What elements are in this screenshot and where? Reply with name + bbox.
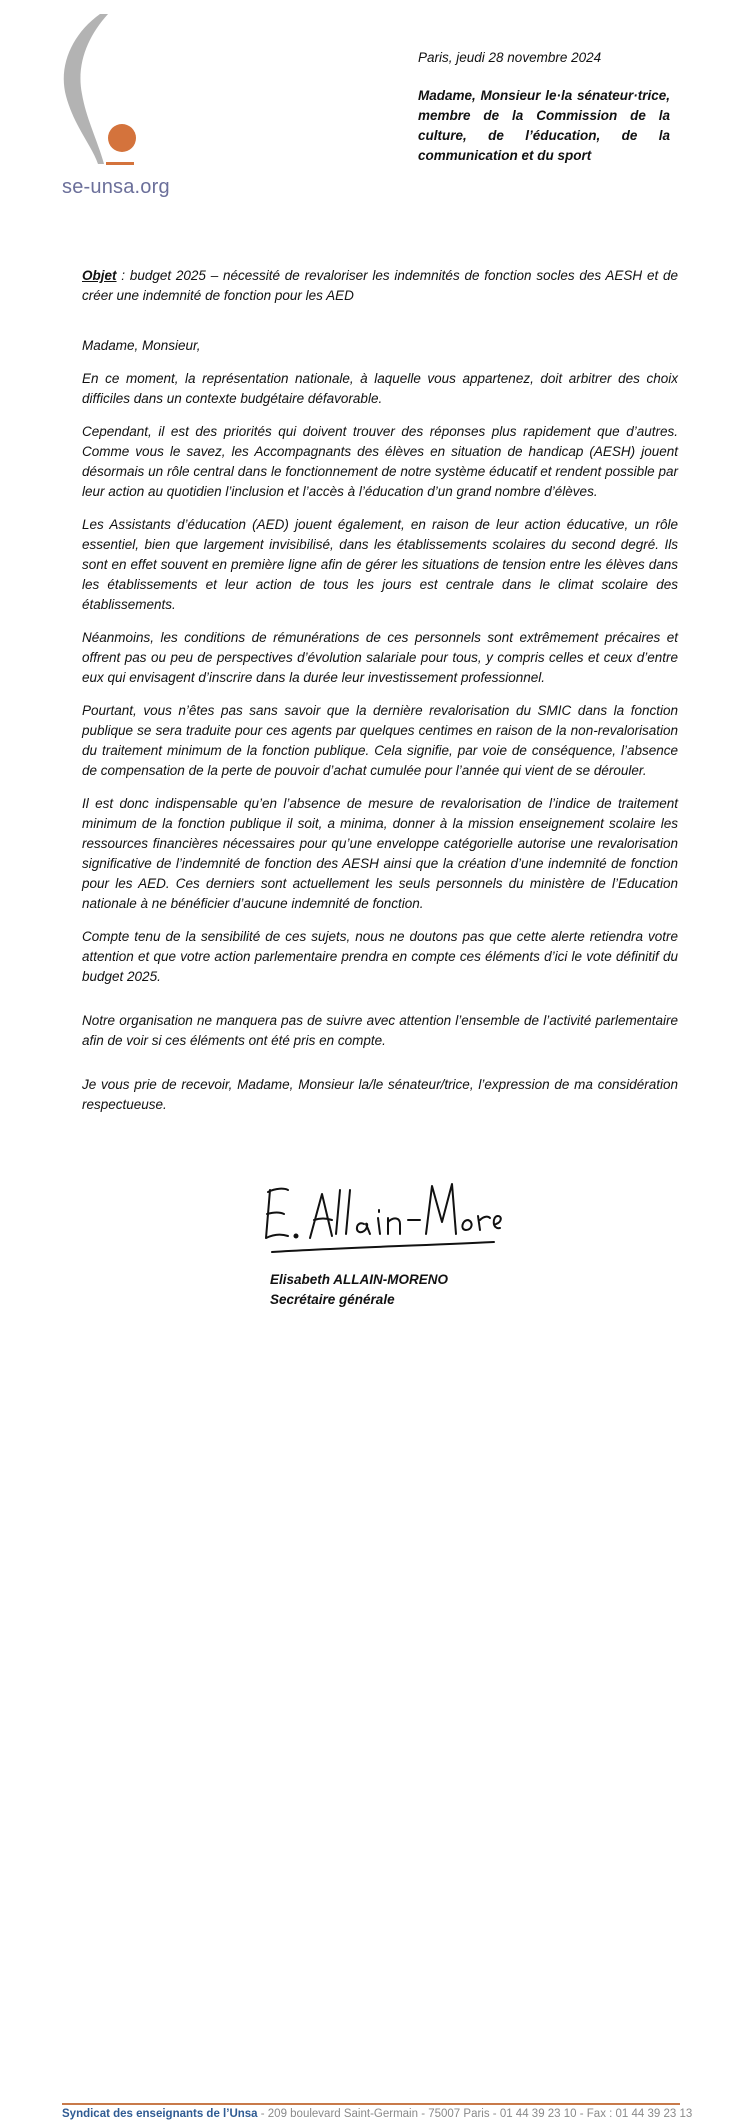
paragraph: Compte tenu de la sensibilité de ces sujets, nous ne doutons pas que cette alerte retiendra votre attention et que votre action parlementaire prendra en compte ces éléments d’ici le vote définitif du budget 2025. (82, 929, 678, 984)
closing-paragraph: Je vous prie de recevoir, Madame, Monsieur la/le sénateur/trice, l’expression de ma considération respectueuse. (82, 1077, 678, 1112)
logo-text: se-unsa.org (62, 176, 170, 198)
paragraph: Les Assistants d’éducation (AED) jouent également, en raison de leur action éducative, un rôle essentiel, bien que largement invisibilisé, dans les établissements scolaires du second degré. Ils sont en effet souvent en première ligne afin de gérer les situations de tension entre les élèves dans les établissements et leur action de tous les jours est centrale dans le climat scolaire des établissements. (82, 517, 678, 612)
salutation: Madame, Monsieur, (82, 338, 201, 353)
paragraph: Il est donc indispensable qu’en l’absence de mesure de revalorisation de l’indice de traitement minimum de la fonction publique il soit, a minima, donner à la mission enseignement scolaire les ressources financières nécessaires pour qu’une enveloppe catégorielle autorise une revalorisation significative de l’indemnité de fonction des AESH ainsi que la création d’une indemnité de fonction pour les AED. Ces derniers sont actuellement les seuls personnels du ministère de l’Education nationale à ne bénéficier d’aucune indemnité de fonction. (82, 796, 678, 911)
footer (62, 2106, 702, 2122)
paragraph: Cependant, il est des priorités qui doivent trouver des réponses plus rapidement que d’autres. Comme vous le savez, les Accompagnants des élèves en situation de handicap (AESH) jouent désormais un rôle central dans le fonctionnement de notre système éducatif et rendent possible par leur action au quotidien l’inclusion et l’accès à l’éducation d’un grand nombre d’élèves. (82, 424, 678, 499)
letter-body (82, 266, 678, 1128)
recipient: Madame, Monsieur le·la sénateur·trice, membre de la Commission de la culture, de l’éducation, de la communication et du sport (418, 88, 670, 163)
subject-line (82, 266, 678, 306)
signatory-block (270, 1270, 570, 1310)
paragraph: Néanmoins, les conditions de rémunérations de ces personnels sont extrêmement précaires et offrent pas ou peu de perspectives d’évolution salariale pour tous, y compris celles et ceux d’entre eux qui envisagent d’inscrire dans la durée leur investissement professionnel. (82, 630, 678, 685)
paragraph: Pourtant, vous n’êtes pas sans savoir que la dernière revalorisation du SMIC dans la fonction publique se sera traduite pour ces agents par quelques centimes en raison de la non-revalorisation du traitement minimum de la fonction publique. Cela signifie, par voie de conséquence, l’absence de compensation de la perte de pouvoir d’achat cumulée pour l’année qui vient de se dérouler. (82, 703, 678, 778)
subject-text: : budget 2025 – nécessité de revaloriser les indemnités de fonction socles des AESH et de créer une indemnité de fonction pour les AED (82, 268, 678, 303)
signatory-name: Elisabeth ALLAIN-MORENO (270, 1272, 449, 1287)
paragraph: En ce moment, la représentation nationale, à laquelle vous appartenez, doit arbitrer des choix difficiles dans un contexte budgétaire défavorable. (82, 371, 678, 406)
footer-divider (62, 2103, 680, 2105)
paragraph: Notre organisation ne manquera pas de suivre avec attention l’ensemble de l’activité parlementaire afin de voir si ces éléments ont été pris en compte. (82, 1013, 678, 1048)
subject-label: Objet (82, 268, 117, 283)
handwritten-signature-icon (262, 1168, 502, 1258)
signatory-title: Secrétaire générale (270, 1292, 395, 1307)
footer-details: - 209 boulevard Saint-Germain - 75007 Paris - 01 44 39 23 10 - Fax : 01 44 39 23 13 (257, 2108, 693, 2120)
letter-date: Paris, jeudi 28 novembre 2024 (418, 50, 602, 65)
footer-org: Syndicat des enseignants de l’Unsa (62, 2108, 258, 2120)
